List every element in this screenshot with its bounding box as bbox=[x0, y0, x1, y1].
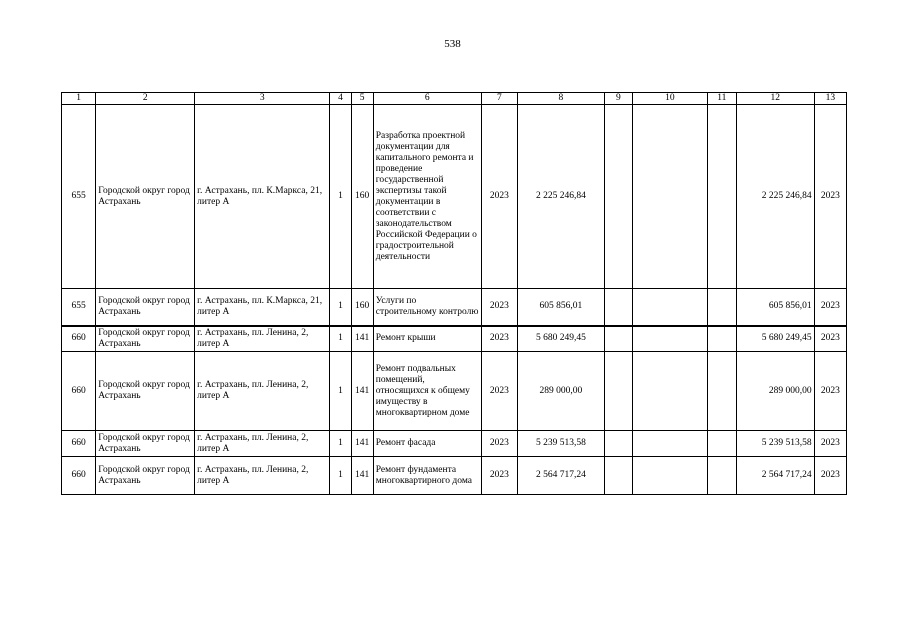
column-number: 13 bbox=[814, 93, 846, 105]
col-9-value bbox=[604, 105, 632, 289]
municipality: Городской округ город Астрахань bbox=[96, 352, 195, 431]
col-11-value bbox=[707, 289, 736, 326]
table-row bbox=[62, 326, 847, 352]
col-4-value: 1 bbox=[330, 326, 351, 352]
col-5-value: 160 bbox=[351, 105, 373, 289]
col-10-value bbox=[633, 105, 708, 289]
year-value: 2023 bbox=[481, 352, 517, 431]
column-number: 12 bbox=[736, 93, 814, 105]
row-number: 655 bbox=[62, 289, 96, 326]
cost-value: 2 225 246,84 bbox=[518, 105, 605, 289]
table-row bbox=[62, 431, 847, 457]
row-number: 660 bbox=[62, 457, 96, 495]
work-type: Ремонт фундамента многоквартирного дома bbox=[373, 457, 481, 495]
col-5-value: 141 bbox=[351, 326, 373, 352]
col-11-value bbox=[707, 105, 736, 289]
col-11-value bbox=[707, 326, 736, 352]
column-number: 4 bbox=[330, 93, 351, 105]
municipality: Городской округ город Астрахань bbox=[96, 289, 195, 326]
table-row bbox=[62, 352, 847, 431]
col-9-value bbox=[604, 352, 632, 431]
municipality: Городской округ город Астрахань bbox=[96, 105, 195, 289]
col-10-value bbox=[633, 352, 708, 431]
year-value: 2023 bbox=[481, 105, 517, 289]
municipality: Городской округ город Астрахань bbox=[96, 457, 195, 495]
table-row bbox=[62, 289, 847, 326]
municipality: Городской округ город Астрахань bbox=[96, 431, 195, 457]
col-5-value: 160 bbox=[351, 289, 373, 326]
total-cost-value: 5 680 249,45 bbox=[736, 326, 814, 352]
cost-value: 5 239 513,58 bbox=[518, 431, 605, 457]
year-value: 2023 bbox=[481, 326, 517, 352]
year-value: 2023 bbox=[814, 352, 846, 431]
row-number: 655 bbox=[62, 105, 96, 289]
row-number: 660 bbox=[62, 431, 96, 457]
year-value: 2023 bbox=[814, 326, 846, 352]
col-10-value bbox=[633, 289, 708, 326]
address: г. Астрахань, пл. К.Маркса, 21, литер А bbox=[195, 105, 330, 289]
column-number: 2 bbox=[96, 93, 195, 105]
address: г. Астрахань, пл. Ленина, 2, литер А bbox=[195, 457, 330, 495]
column-number: 3 bbox=[195, 93, 330, 105]
col-5-value: 141 bbox=[351, 431, 373, 457]
col-9-value bbox=[604, 289, 632, 326]
col-5-value: 141 bbox=[351, 457, 373, 495]
work-type: Услуги по строительному контролю bbox=[373, 289, 481, 326]
column-number: 6 bbox=[373, 93, 481, 105]
year-value: 2023 bbox=[814, 289, 846, 326]
year-value: 2023 bbox=[814, 457, 846, 495]
cost-value: 605 856,01 bbox=[518, 289, 605, 326]
col-10-value bbox=[633, 431, 708, 457]
col-4-value: 1 bbox=[330, 431, 351, 457]
table-row bbox=[62, 105, 847, 289]
column-number: 8 bbox=[518, 93, 605, 105]
row-number: 660 bbox=[62, 326, 96, 352]
work-type: Ремонт подвальных помещений, относящихся к общему имуществу в многоквартирном доме bbox=[373, 352, 481, 431]
work-type: Ремонт фасада bbox=[373, 431, 481, 457]
row-number: 660 bbox=[62, 352, 96, 431]
year-value: 2023 bbox=[481, 457, 517, 495]
column-number: 1 bbox=[62, 93, 96, 105]
col-9-value bbox=[604, 457, 632, 495]
work-type: Ремонт крыши bbox=[373, 326, 481, 352]
year-value: 2023 bbox=[481, 431, 517, 457]
address: г. Астрахань, пл. Ленина, 2, литер А bbox=[195, 431, 330, 457]
total-cost-value: 5 239 513,58 bbox=[736, 431, 814, 457]
address: г. Астрахань, пл. Ленина, 2, литер А bbox=[195, 326, 330, 352]
col-10-value bbox=[633, 457, 708, 495]
total-cost-value: 2 564 717,24 bbox=[736, 457, 814, 495]
cost-value: 2 564 717,24 bbox=[518, 457, 605, 495]
col-4-value: 1 bbox=[330, 352, 351, 431]
total-cost-value: 605 856,01 bbox=[736, 289, 814, 326]
column-number: 5 bbox=[351, 93, 373, 105]
work-type: Разработка проектной документации для капитального ремонта и проведение государственной экспертизы такой документации в соответствии с законодательством Российской Федерации о градостроительной деятельности bbox=[373, 105, 481, 289]
col-9-value bbox=[604, 431, 632, 457]
page-number: 538 bbox=[444, 38, 461, 50]
year-value: 2023 bbox=[814, 431, 846, 457]
year-value: 2023 bbox=[814, 105, 846, 289]
col-11-value bbox=[707, 352, 736, 431]
address: г. Астрахань, пл. Ленина, 2, литер А bbox=[195, 352, 330, 431]
year-value: 2023 bbox=[481, 289, 517, 326]
cost-value: 289 000,00 bbox=[518, 352, 605, 431]
column-number: 7 bbox=[481, 93, 517, 105]
col-4-value: 1 bbox=[330, 289, 351, 326]
repair-program-table bbox=[61, 92, 847, 495]
col-9-value bbox=[604, 326, 632, 352]
column-number: 9 bbox=[604, 93, 632, 105]
col-11-value bbox=[707, 431, 736, 457]
col-5-value: 141 bbox=[351, 352, 373, 431]
column-number: 10 bbox=[633, 93, 708, 105]
cost-value: 5 680 249,45 bbox=[518, 326, 605, 352]
col-10-value bbox=[633, 326, 708, 352]
municipality: Городской округ город Астрахань bbox=[96, 326, 195, 352]
total-cost-value: 2 225 246,84 bbox=[736, 105, 814, 289]
table-row bbox=[62, 457, 847, 495]
total-cost-value: 289 000,00 bbox=[736, 352, 814, 431]
column-number: 11 bbox=[707, 93, 736, 105]
col-11-value bbox=[707, 457, 736, 495]
address: г. Астрахань, пл. К.Маркса, 21, литер А bbox=[195, 289, 330, 326]
col-4-value: 1 bbox=[330, 457, 351, 495]
col-4-value: 1 bbox=[330, 105, 351, 289]
column-number-row bbox=[62, 93, 847, 105]
